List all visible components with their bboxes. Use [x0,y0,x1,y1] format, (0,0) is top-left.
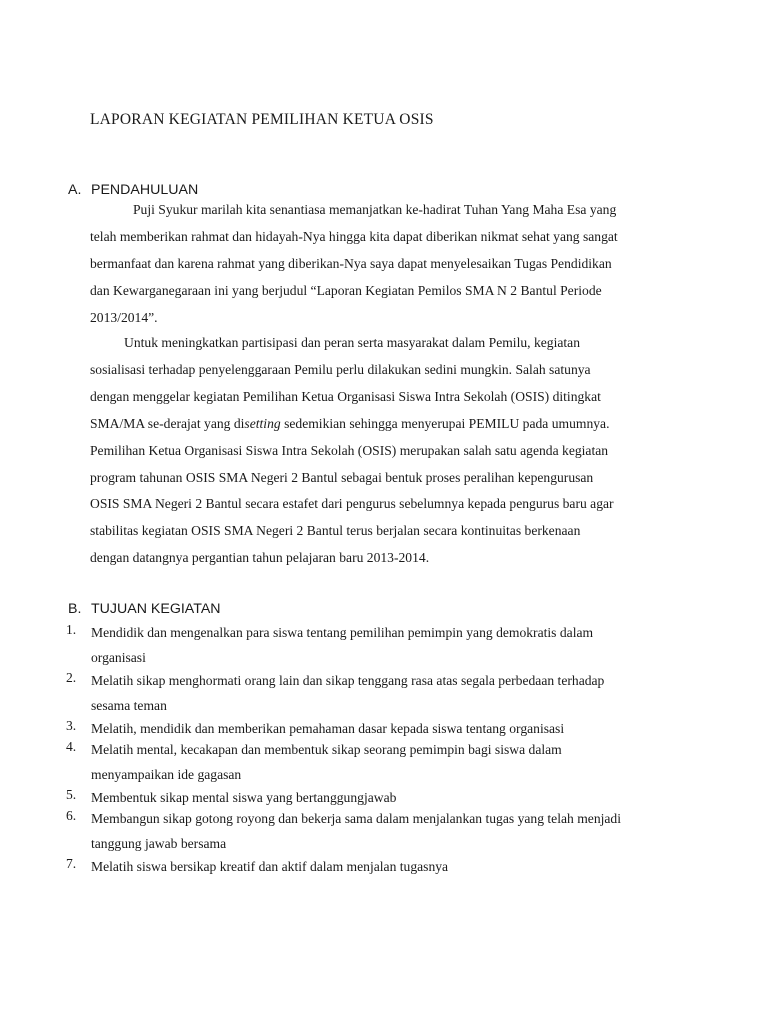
list-item-line: Melatih mental, kecakapan dan membentuk sikap seorang pemimpin bagi siswa dalam [91,742,562,757]
list-item-line: Membangun sikap gotong royong dan bekerja sama dalam menjalankan tugas yang telah menjadi [91,811,622,826]
paragraph-line: program tahunan OSIS SMA Negeri 2 Bantul sebagai bentuk proses peralihan kepengurusan [90,469,594,485]
list-item-text [91,856,686,877]
paragraph-line: dengan datangnya pergantian tahun pelajaran baru 2013-2014. [90,550,430,566]
paragraph-line: Untuk meningkatkan partisipasi dan peran serta masyarakat dalam Pemilu, kegiatan [124,335,581,350]
list-item-number: 3. [66,718,77,733]
paragraph-line: OSIS SMA Negeri 2 Bantul secara estafet dari pengurus sebelumnya kepada pengurus baru agar [90,496,614,512]
list-item [66,718,686,739]
list-item-line: menyampaikan ide gagasan [91,767,242,782]
list-item [66,670,686,718]
list-item-line: organisasi [91,650,146,665]
list-item-number: 5. [66,787,77,802]
paragraph-line: stabilitas kegiatan OSIS SMA Negeri 2 Bantul terus berjalan secara kontinuitas berkenaan [90,523,581,539]
list-item-line: Mendidik dan mengenalkan para siswa tentang pemilihan pemimpin yang demokratis dalam [91,625,594,640]
italic-term: setting [244,415,281,431]
list-item-line: Melatih, mendidik dan memberikan pemahaman dasar kepada siswa tentang organisasi [91,721,565,736]
line-text: SMA/MA se-derajat yang di [90,415,245,431]
paragraph-line: dan Kewarganegaraan ini yang berjudul “Laporan Kegiatan Pemilos SMA N 2 Bantul Periode [90,282,602,298]
list-item-text [91,739,686,787]
section-b-heading [68,601,221,617]
document-title: LAPORAN KEGIATAN PEMILIHAN KETUA OSIS [90,111,434,128]
paragraph-line: dengan menggelar kegiatan Pemilihan Ketua Organisasi Siswa Intra Sekolah (OSIS) ditingkat [90,388,601,404]
list-item-line: tanggung jawab bersama [91,836,227,851]
section-a-heading [68,182,198,198]
list-item-line: sesama teman [91,698,167,713]
paragraph-line: 2013/2014”. [90,309,158,325]
list-item-number: 4. [66,739,77,754]
list-item-text [91,670,686,718]
intro-paragraph-2 [90,330,680,572]
list-item [66,856,686,877]
paragraph-line: sosialisasi terhadap penyelenggaraan Pemilu perlu dilakukan sedini mungkin. Salah satunya [90,361,591,377]
section-a-title: PENDAHULUAN [91,182,199,198]
list-item-line: Membentuk sikap mental siswa yang bertanggungjawab [91,790,397,805]
paragraph-line: bermanfaat dan karena rahmat yang diberikan-Nya saya dapat menyelesaikan Tugas Pendidikan [90,255,612,271]
paragraph-line: Pemilihan Ketua Organisasi Siswa Intra Sekolah (OSIS) merupakan salah satu agenda kegiatan [90,442,609,458]
list-item [66,739,686,787]
goals-list [66,622,686,877]
list-item [66,622,686,670]
list-item-number: 2. [66,670,77,685]
list-item-number: 6. [66,808,77,823]
intro-paragraph-1 [90,197,680,332]
list-item-text [91,622,686,670]
section-a-letter: A. [68,182,82,198]
list-item-text [91,718,686,739]
paragraph-line: Puji Syukur marilah kita senantiasa memanjatkan ke-hadirat Tuhan Yang Maha Esa yang [133,202,617,217]
list-item-number: 7. [66,856,77,871]
list-item-text [91,808,686,856]
section-b-letter: B. [68,601,82,617]
list-item-line: Melatih sikap menghormati orang lain dan sikap tenggang rasa atas segala perbedaan terhadap [91,673,605,688]
line-text: sedemikian sehingga menyerupai PEMILU pada umumnya. [280,415,610,431]
list-item-text [91,787,686,808]
paragraph-line: telah memberikan rahmat dan hidayah-Nya hingga kita dapat diberikan nikmat sehat yang sangat [90,228,618,244]
list-item-line: Melatih siswa bersikap kreatif dan aktif dalam menjalan tugasnya [91,859,449,874]
list-item [66,787,686,808]
list-item-number: 1. [66,622,77,637]
list-item [66,808,686,856]
section-b-title: TUJUAN KEGIATAN [91,601,221,617]
paragraph-line [90,411,680,438]
